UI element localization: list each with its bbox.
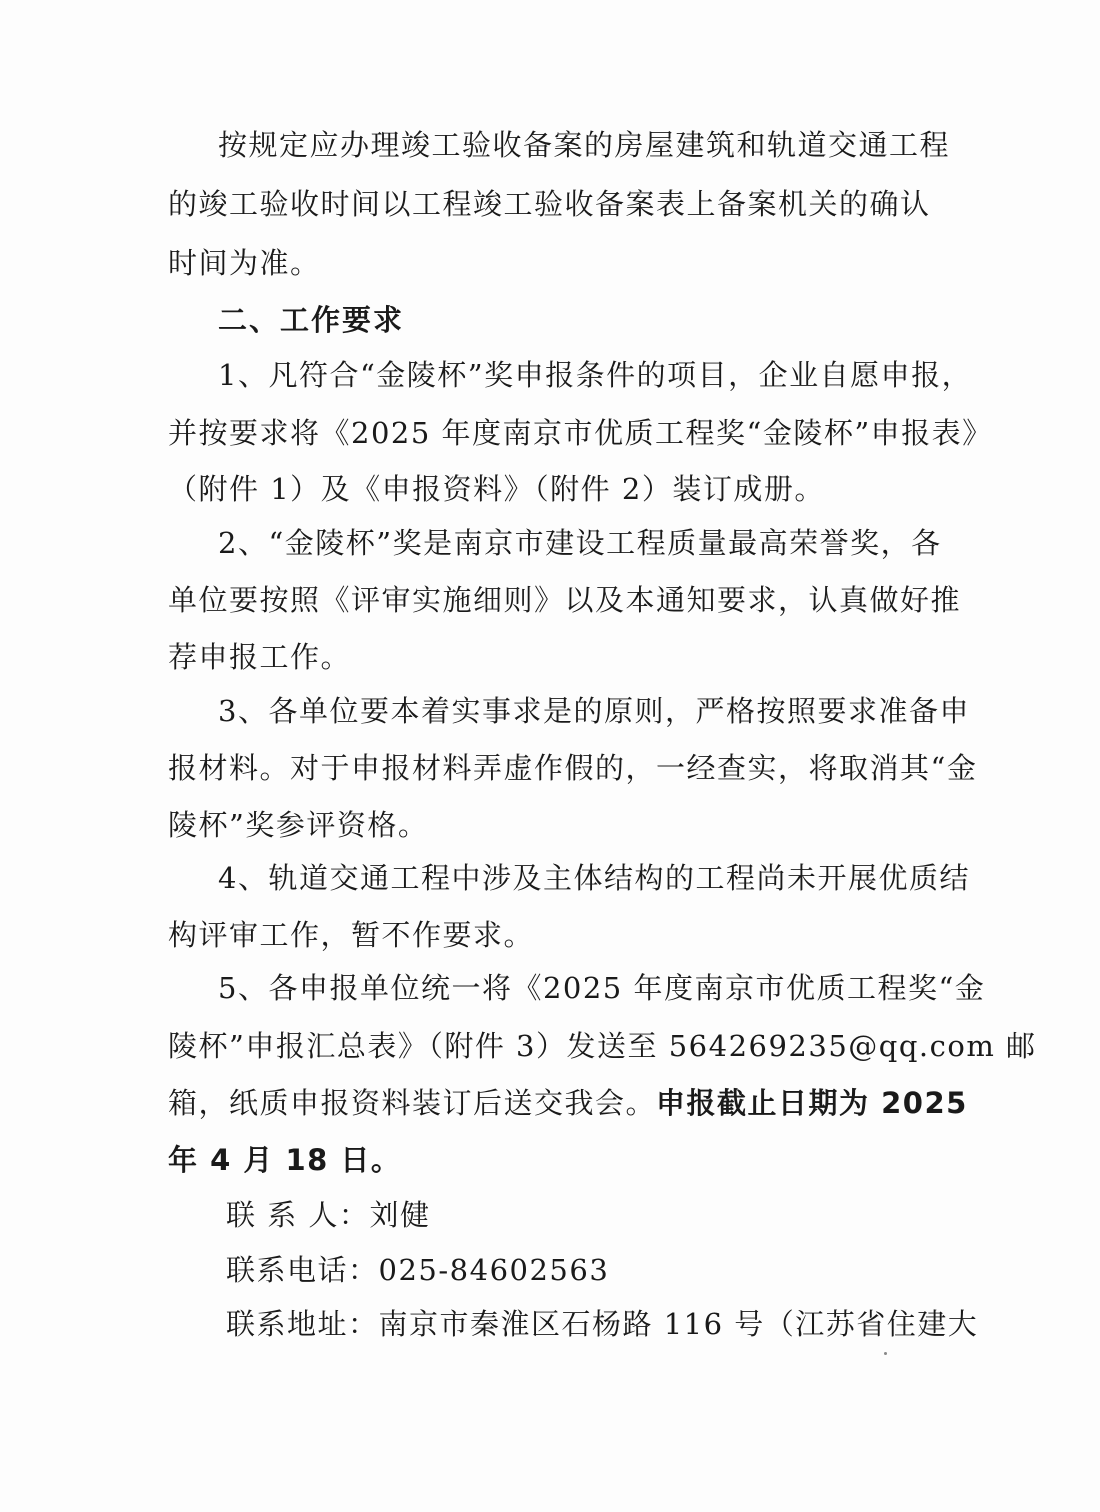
paragraph-line: 的竣工验收时间以工程竣工验收备案表上备案机关的确认: [168, 187, 931, 221]
contact-person: [226, 1195, 430, 1235]
section-heading: 二、工作要求: [218, 303, 405, 337]
contact-phone-label: 联系电话：: [226, 1253, 379, 1287]
deadline-date: 年 4 月 18 日。: [168, 1143, 402, 1177]
paragraph-line: 单位要按照《评审实施细则》以及本通知要求，认真做好推: [168, 583, 962, 617]
paragraph-line: 构评审工作，暂不作要求。: [168, 918, 535, 952]
contact-address: [226, 1304, 978, 1344]
contact-address-label: 联系地址：: [226, 1307, 379, 1341]
paragraph-line: 5、各申报单位统一将《2025 年度南京市优质工程奖“金: [218, 971, 986, 1005]
paragraph-line: 陵杯”申报汇总表》（附件 3）发送至 564269235@qq.com 邮: [168, 1029, 1037, 1063]
paragraph-line: 陵杯”奖参评资格。: [168, 808, 429, 842]
scan-speck: [884, 1352, 887, 1355]
contact-person-label: 联 系 人：: [226, 1198, 370, 1232]
contact-phone-value: 025-84602563: [378, 1253, 610, 1287]
paragraph-line: 并按要求将《2025 年度南京市优质工程奖“金陵杯”申报表》: [168, 416, 993, 450]
paragraph-line: 时间为准。: [168, 246, 321, 280]
paragraph-line: 按规定应办理竣工验收备案的房屋建筑和轨道交通工程: [218, 128, 951, 162]
contact-phone: [226, 1250, 609, 1290]
paragraph-line: 1、凡符合“金陵杯”奖申报条件的项目，企业自愿申报，: [218, 358, 973, 392]
paragraph-line: 2、“金陵杯”奖是南京市建设工程质量最高荣誉奖，各: [218, 526, 942, 560]
deadline-text: 申报截止日期为 2025: [656, 1086, 968, 1120]
contact-person-value: 刘健: [369, 1198, 431, 1232]
paragraph-line: 3、各单位要本着实事求是的原则，严格按照要求准备申: [218, 694, 970, 728]
paragraph-line-with-deadline: [168, 1083, 968, 1123]
paragraph-text: 箱，纸质申报资料装订后送交我会。: [168, 1086, 657, 1120]
contact-address-value: 南京市秦淮区石杨路 116 号（江苏省住建大: [378, 1307, 979, 1341]
paragraph-line: 荐申报工作。: [168, 640, 352, 674]
paragraph-line: （附件 1）及《申报资料》（附件 2）装订成册。: [168, 472, 825, 506]
paragraph-line: 报材料。对于申报材料弄虚作假的，一经查实，将取消其“金: [168, 751, 978, 785]
paragraph-line: 4、轨道交通工程中涉及主体结构的工程尚未开展优质结: [218, 861, 970, 895]
